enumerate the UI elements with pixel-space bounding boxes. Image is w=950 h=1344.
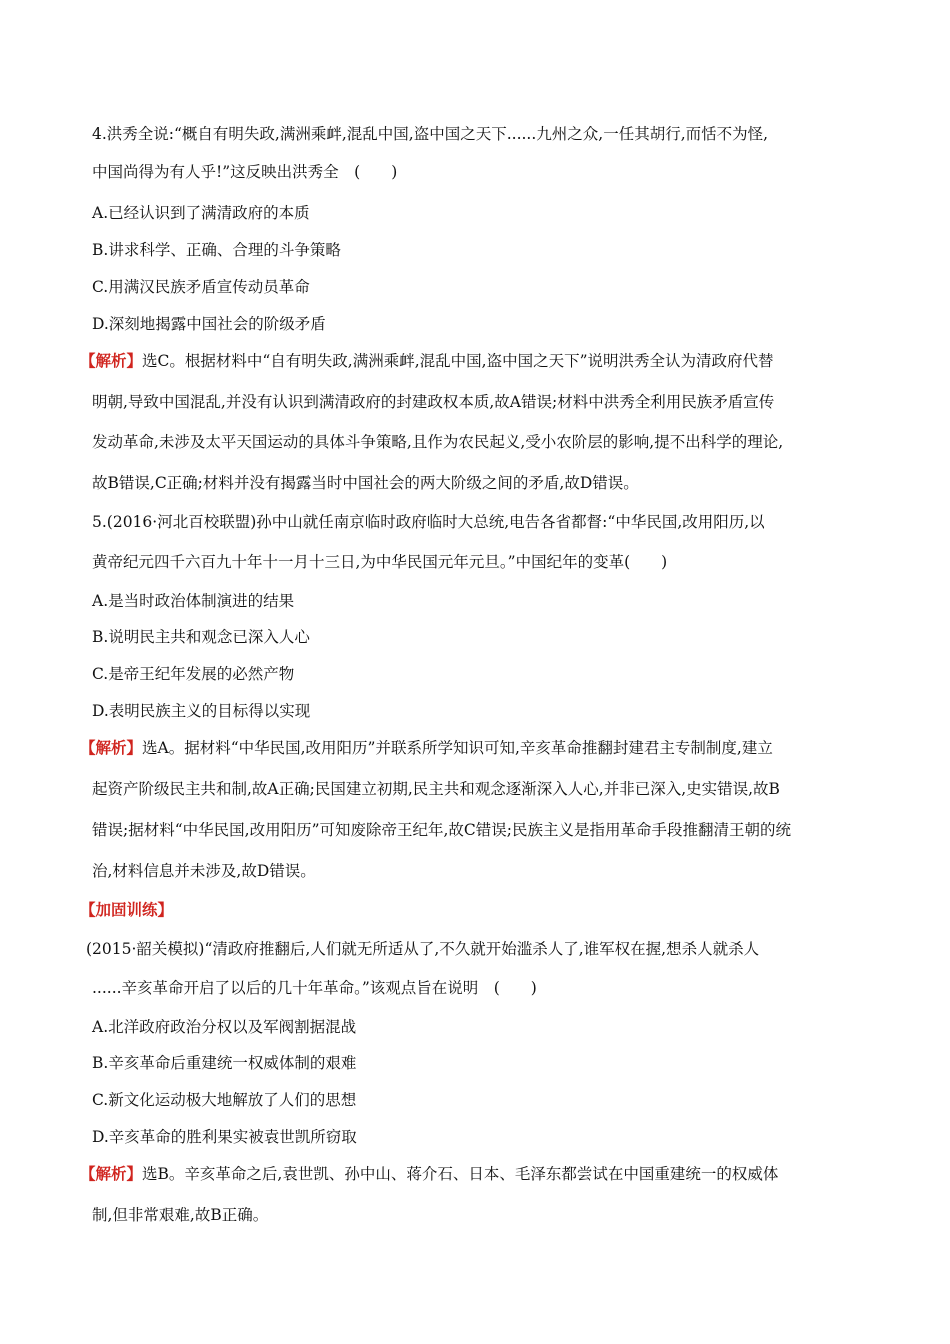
extra-option-d: D.辛亥革命的胜利果实被袁世凯所窃取 bbox=[92, 1128, 357, 1146]
q5-stem-line-2: 黄帝纪元四千六百九十年十一月十三日,为中华民国元年元旦。”中国纪年的变革( ) bbox=[92, 553, 668, 571]
q5-option-a: A.是当时政治体制演进的结果 bbox=[92, 592, 295, 610]
extra-analysis-line-1 bbox=[80, 1163, 778, 1185]
q4-analysis-line-4: 故B错误,C正确;材料并没有揭露当时中国社会的两大阶级之间的矛盾,故D错误。 bbox=[92, 474, 639, 492]
q4-option-b: B.讲求科学、正确、合理的斗争策略 bbox=[92, 241, 341, 259]
extra-option-c: C.新文化运动极大地解放了人们的思想 bbox=[92, 1091, 357, 1109]
q5-analysis-line-3: 错误;据材料“中华民国,改用阳历”可知废除帝王纪年,故C错误;民族主义是指用革命手段推翻清王朝的统 bbox=[92, 821, 792, 839]
q5-option-b: B.说明民主共和观念已深入人心 bbox=[92, 628, 310, 646]
extra-stem-line-2: ......辛亥革命开启了以后的几十年革命。”该观点旨在说明 ( ) bbox=[92, 979, 537, 997]
q4-option-a: A.已经认识到了满清政府的本质 bbox=[92, 204, 310, 222]
extra-analysis-text-1: 选B。辛亥革命之后,袁世凯、孙中山、蒋介石、日本、毛泽东都尝试在中国重建统一的权威体 bbox=[142, 1165, 779, 1183]
q5-option-c: C.是帝王纪年发展的必然产物 bbox=[92, 665, 295, 683]
extra-option-a: A.北洋政府政治分权以及军阀割据混战 bbox=[92, 1018, 357, 1036]
extra-option-b: B.辛亥革命后重建统一权威体制的艰难 bbox=[92, 1054, 357, 1072]
q4-option-c: C.用满汉民族矛盾宣传动员革命 bbox=[92, 278, 310, 296]
q4-stem-line-1: 4.洪秀全说:“概自有明失政,满洲乘衅,混乱中国,盗中国之天下......九州之众,一任其胡行,而恬不为怪, bbox=[92, 125, 769, 143]
q5-analysis-line-2: 起资产阶级民主共和制,故A正确;民国建立初期,民主共和观念逐渐深入人心,并非已深入,史实错误,故B bbox=[92, 780, 780, 798]
q5-option-d: D.表明民族主义的目标得以实现 bbox=[92, 702, 311, 720]
q5-analysis-line-4: 治,材料信息并未涉及,故D错误。 bbox=[92, 862, 316, 880]
q4-analysis-line-2: 明朝,导致中国混乱,并没有认识到满清政府的封建政权本质,故A错误;材料中洪秀全利用民族矛盾宣传 bbox=[92, 393, 775, 411]
extra-stem-line-1: (2015·韶关模拟)“清政府推翻后,人们就无所适从了,不久就开始滥杀人了,谁军权在握,想杀人就杀人 bbox=[86, 940, 760, 958]
extra-analysis-line-2: 制,但非常艰难,故B正确。 bbox=[92, 1206, 269, 1224]
q5-analysis-text-1: 选A。据材料“中华民国,改用阳历”并联系所学知识可知,辛亥革命推翻封建君主专制制度,建立 bbox=[142, 739, 773, 757]
q5-analysis-tag: 【解析】 bbox=[80, 738, 143, 757]
q4-analysis-tag: 【解析】 bbox=[80, 351, 143, 370]
q4-analysis-line-1 bbox=[80, 350, 774, 372]
q4-analysis-text-1: 选C。根据材料中“自有明失政,满洲乘衅,混乱中国,盗中国之天下”说明洪秀全认为清政府代替 bbox=[142, 352, 774, 370]
q5-stem-line-1: 5.(2016·河北百校联盟)孙中山就任南京临时政府临时大总统,电告各省都督:“中华民国,改用阳历,以 bbox=[92, 513, 765, 531]
q4-stem-line-2: 中国尚得为有人乎!”这反映出洪秀全 ( ) bbox=[92, 163, 398, 181]
reinforcement-heading: 【加固训练】 bbox=[80, 900, 174, 919]
q4-option-d: D.深刻地揭露中国社会的阶级矛盾 bbox=[92, 315, 326, 333]
extra-analysis-tag: 【解析】 bbox=[80, 1164, 143, 1183]
q4-analysis-line-3: 发动革命,未涉及太平天国运动的具体斗争策略,且作为农民起义,受小农阶层的影响,提不出科学的理论, bbox=[92, 433, 784, 451]
q5-analysis-line-1 bbox=[80, 737, 773, 759]
